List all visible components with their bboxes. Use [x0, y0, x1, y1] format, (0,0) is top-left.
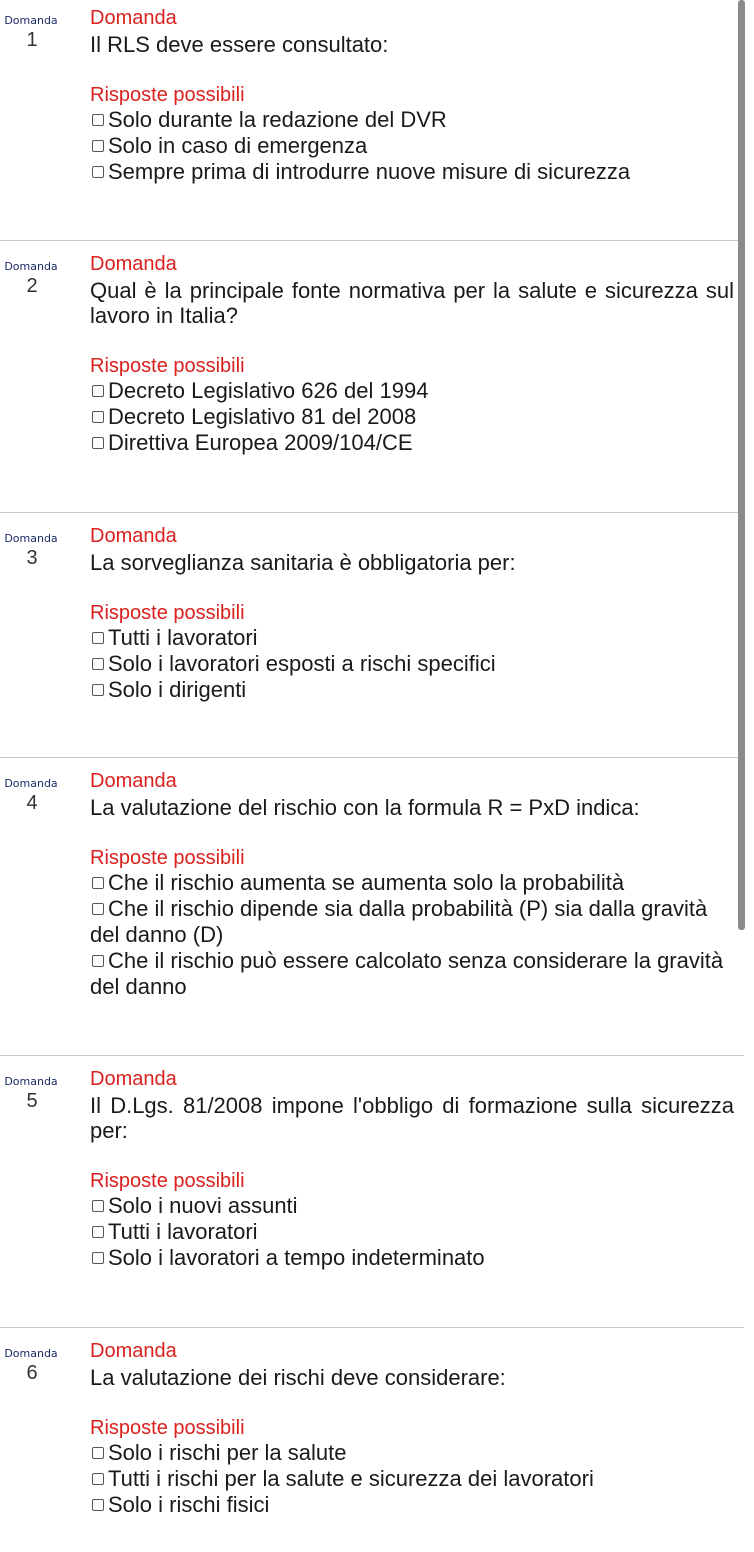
question-number-block	[0, 777, 64, 815]
checkbox-icon[interactable]	[92, 411, 104, 423]
answer-option[interactable]	[90, 677, 734, 703]
question-number-label: Domanda	[4, 1075, 58, 1088]
question-number: 5	[26, 1090, 38, 1112]
checkbox-icon[interactable]	[92, 437, 104, 449]
answers-heading: Risposte possibili	[90, 1417, 245, 1439]
divider	[0, 1055, 744, 1056]
question-text: Qual è la principale fonte normativa per la salute e sicurezza sul lavoro in Italia?	[90, 278, 734, 328]
question-body	[90, 524, 734, 703]
question-heading: Domanda	[90, 525, 177, 547]
answer-option-label: Solo durante la redazione del DVR	[108, 107, 447, 132]
checkbox-icon[interactable]	[92, 1499, 104, 1511]
question-number-block	[0, 260, 64, 298]
checkbox-icon[interactable]	[92, 955, 104, 967]
question-number-label: Domanda	[4, 260, 58, 273]
checkbox-icon[interactable]	[92, 903, 104, 915]
checkbox-icon[interactable]	[92, 1473, 104, 1485]
answer-option-label: Tutti i lavoratori	[108, 625, 258, 650]
question-number-block	[0, 14, 64, 52]
question-number-label: Domanda	[4, 777, 58, 790]
answer-option-label: Solo i rischi per la salute	[108, 1440, 347, 1465]
answer-option[interactable]	[90, 378, 734, 404]
answer-option-label: Che il rischio dipende sia dalla probabilità (P) sia dalla gravità del danno (D)	[90, 896, 708, 947]
question-number-label: Domanda	[4, 14, 58, 27]
answer-option[interactable]	[90, 133, 734, 159]
answer-option-label: Decreto Legislativo 626 del 1994	[108, 378, 429, 403]
answer-option-label: Solo i lavoratori esposti a rischi specifici	[108, 651, 496, 676]
answer-option-label: Solo i dirigenti	[108, 677, 247, 702]
answer-option-label: Solo i rischi fisici	[108, 1492, 270, 1517]
question-body	[90, 769, 734, 1000]
checkbox-icon[interactable]	[92, 1226, 104, 1238]
checkbox-icon[interactable]	[92, 140, 104, 152]
question-number: 3	[26, 547, 38, 569]
divider	[0, 512, 744, 513]
answer-option[interactable]	[90, 870, 734, 896]
answer-option[interactable]	[90, 1440, 734, 1466]
question-number-block	[0, 532, 64, 570]
answers-heading: Risposte possibili	[90, 602, 245, 624]
answers-heading: Risposte possibili	[90, 1170, 245, 1192]
question-number-label: Domanda	[4, 532, 58, 545]
question-text: La valutazione del rischio con la formula R = PxD indica:	[90, 795, 640, 820]
answer-option[interactable]	[90, 1466, 734, 1492]
question-body	[90, 1067, 734, 1271]
question-text: La valutazione dei rischi deve considerare:	[90, 1365, 506, 1390]
answer-option[interactable]	[90, 1492, 734, 1518]
answer-option[interactable]	[90, 404, 734, 430]
checkbox-icon[interactable]	[92, 658, 104, 670]
question-heading: Domanda	[90, 253, 177, 275]
question-heading: Domanda	[90, 7, 177, 29]
divider	[0, 1327, 744, 1328]
answer-option-label: Tutti i lavoratori	[108, 1219, 258, 1244]
answer-option-label: Solo i nuovi assunti	[108, 1193, 298, 1218]
answer-option-label: Che il rischio aumenta se aumenta solo la probabilità	[108, 870, 625, 895]
question-heading: Domanda	[90, 1340, 177, 1362]
answer-option-label: Direttiva Europea 2009/104/CE	[108, 430, 413, 455]
question-heading: Domanda	[90, 1068, 177, 1090]
answer-option[interactable]	[90, 896, 734, 948]
checkbox-icon[interactable]	[92, 385, 104, 397]
answer-option-label: Che il rischio può essere calcolato senza considerare la gravità del danno	[90, 948, 724, 999]
answer-option-label: Tutti i rischi per la salute e sicurezza dei lavoratori	[108, 1466, 594, 1491]
answer-option[interactable]	[90, 430, 734, 456]
checkbox-icon[interactable]	[92, 1200, 104, 1212]
answer-option[interactable]	[90, 948, 734, 1000]
question-number-block	[0, 1347, 64, 1385]
answer-option-label: Solo in caso di emergenza	[108, 133, 368, 158]
question-number: 2	[26, 275, 38, 297]
checkbox-icon[interactable]	[92, 632, 104, 644]
question-number-label: Domanda	[4, 1347, 58, 1360]
checkbox-icon[interactable]	[92, 1447, 104, 1459]
answer-option[interactable]	[90, 1245, 734, 1271]
question-number: 4	[26, 792, 38, 814]
question-text: La sorveglianza sanitaria è obbligatoria per:	[90, 550, 516, 575]
answer-option-label: Sempre prima di introdurre nuove misure di sicurezza	[108, 159, 631, 184]
question-number: 6	[26, 1362, 38, 1384]
answer-option[interactable]	[90, 1219, 734, 1245]
question-text: Il D.Lgs. 81/2008 impone l'obbligo di formazione sulla sicurezza per:	[90, 1093, 734, 1143]
checkbox-icon[interactable]	[92, 877, 104, 889]
answer-option-label: Solo i lavoratori a tempo indeterminato	[108, 1245, 485, 1270]
answers-heading: Risposte possibili	[90, 355, 245, 377]
question-text: Il RLS deve essere consultato:	[90, 32, 389, 57]
scrollbar[interactable]	[738, 0, 745, 930]
checkbox-icon[interactable]	[92, 684, 104, 696]
answer-option[interactable]	[90, 651, 734, 677]
answer-option[interactable]	[90, 107, 734, 133]
checkbox-icon[interactable]	[92, 1252, 104, 1264]
divider	[0, 240, 744, 241]
answer-option[interactable]	[90, 1193, 734, 1219]
question-number: 1	[26, 29, 38, 51]
question-number-block	[0, 1075, 64, 1113]
question-body	[90, 1339, 734, 1518]
question-heading: Domanda	[90, 770, 177, 792]
answer-option-label: Decreto Legislativo 81 del 2008	[108, 404, 417, 429]
question-body	[90, 252, 734, 456]
checkbox-icon[interactable]	[92, 114, 104, 126]
answers-heading: Risposte possibili	[90, 847, 245, 869]
answers-heading: Risposte possibili	[90, 84, 245, 106]
divider	[0, 757, 744, 758]
checkbox-icon[interactable]	[92, 166, 104, 178]
answer-option[interactable]	[90, 159, 734, 185]
answer-option[interactable]	[90, 625, 734, 651]
question-body	[90, 6, 734, 185]
